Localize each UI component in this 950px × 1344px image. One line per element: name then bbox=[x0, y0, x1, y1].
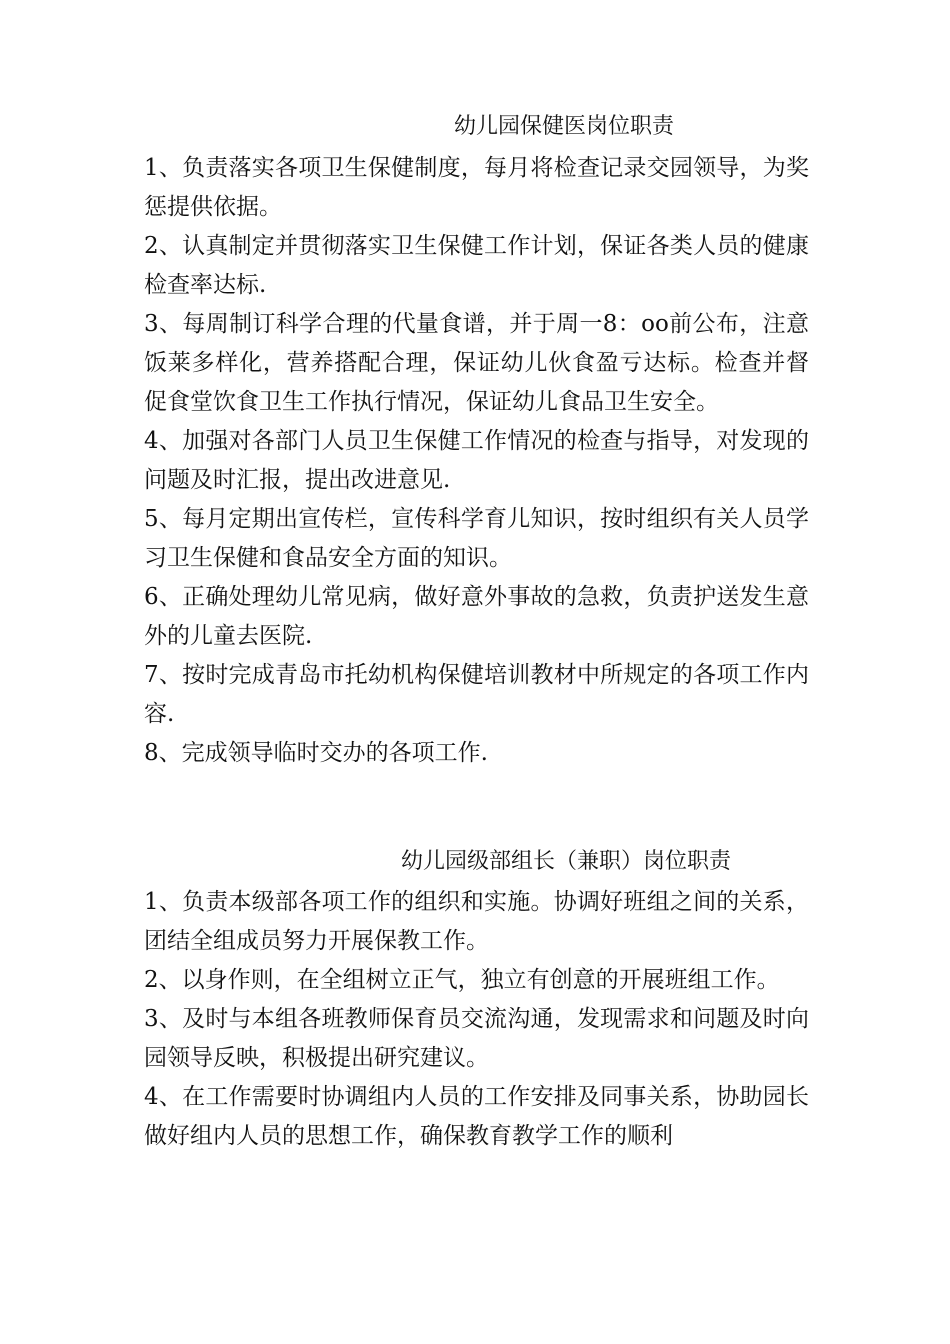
duty-item: 3、及时与本组各班教师保育员交流沟通，发现需求和问题及时向园领导反映，积极提出研究建议。 bbox=[144, 1006, 809, 1071]
section-title-grade-leader: 幼儿园级部组长（兼职）岗位职责 bbox=[401, 849, 732, 874]
duty-item: 2、以身作则，在全组树立正气，独立有创意的开展班组工作。 bbox=[144, 967, 780, 993]
duty-item: 7、按时完成青岛市托幼机构保健培训教材中所规定的各项工作内容. bbox=[144, 662, 809, 727]
duty-item: 4、在工作需要时协调组内人员的工作安排及同事关系，协助园长做好组内人员的思想工作，确保教育教学工作的顺利 bbox=[144, 1084, 809, 1149]
section-title-health-doctor: 幼儿园保健医岗位职责 bbox=[454, 114, 675, 139]
duty-item: 2、认真制定并贯彻落实卫生保健工作计划，保证各类人员的健康检查率达标. bbox=[144, 233, 809, 298]
duty-list-grade-leader bbox=[144, 883, 809, 1156]
duty-item: 1、负责本级部各项工作的组织和实施。协调好班组之间的关系，团结全组成员努力开展保教工作。 bbox=[144, 889, 809, 954]
duty-item: 4、加强对各部门人员卫生保健工作情况的检查与指导，对发现的问题及时汇报，提出改进意见. bbox=[144, 428, 809, 493]
duty-item: 5、每月定期出宣传栏，宣传科学育儿知识，按时组织有关人员学习卫生保健和食品安全方面的知识。 bbox=[144, 506, 809, 571]
duty-item: 6、正确处理幼儿常见病，做好意外事故的急救，负责护送发生意外的儿童去医院. bbox=[144, 584, 809, 649]
duty-list-health-doctor bbox=[144, 149, 809, 773]
duty-item: 3、每周制订科学合理的代量食谱，并于周一8：oo前公布，注意饭莱多样化，营养搭配合理，保证幼儿伙食盈亏达标。检查并督促食堂饮食卫生工作执行情况，保证幼儿食品卫生安全。 bbox=[144, 311, 809, 415]
duty-item: 8、完成领导临时交办的各项工作. bbox=[144, 740, 488, 766]
duty-item: 1、负责落实各项卫生保健制度，每月将检查记录交园领导，为奖惩提供依据。 bbox=[144, 155, 809, 220]
